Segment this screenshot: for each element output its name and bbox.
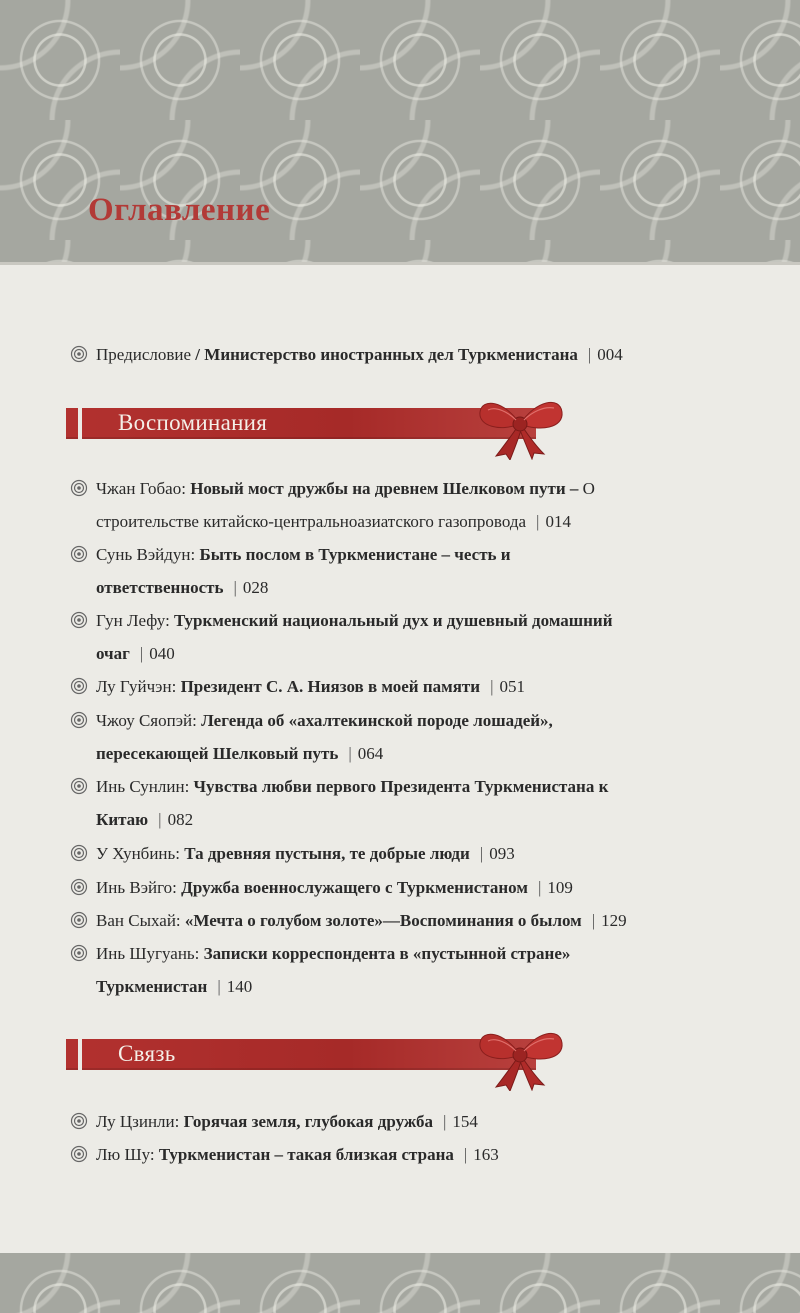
toc-entry[interactable] bbox=[70, 770, 770, 836]
page-number: 109 bbox=[547, 878, 573, 897]
page-separator: | bbox=[587, 345, 592, 364]
entry-author: Сунь Вэйдун: bbox=[96, 545, 196, 564]
page-number: 140 bbox=[226, 977, 253, 996]
page-separator: | bbox=[348, 744, 352, 763]
page-separator: | bbox=[591, 911, 596, 930]
entry-title-line2: Китаю bbox=[96, 810, 149, 829]
page-separator: | bbox=[463, 1145, 468, 1164]
entry-author: Чжан Гобао: bbox=[96, 479, 186, 498]
entry-title-line2: очаг bbox=[96, 644, 130, 663]
page-number: 064 bbox=[357, 744, 384, 763]
ribbon-bow-icon bbox=[474, 390, 566, 460]
entry-author: Лу Гуйчэн: bbox=[96, 677, 177, 696]
page-separator: | bbox=[442, 1112, 447, 1131]
page-number: 028 bbox=[242, 578, 269, 597]
target-bullet-icon bbox=[70, 1145, 88, 1163]
entry-title: Горячая земля, глубокая дружба bbox=[183, 1112, 433, 1131]
target-bullet-icon bbox=[70, 545, 88, 563]
entry-title: «Мечта о голубом золоте»—Воспоминания о былом bbox=[184, 911, 582, 930]
toc-entry[interactable] bbox=[70, 670, 770, 703]
page-separator: | bbox=[139, 644, 144, 663]
toc-entry[interactable] bbox=[70, 937, 770, 1003]
page-title: Оглавление bbox=[88, 192, 271, 228]
page-number: 040 bbox=[149, 644, 175, 663]
entry-author: Предисловие bbox=[96, 345, 192, 364]
target-bullet-icon bbox=[70, 844, 88, 862]
entry-title: Та древняя пустыня, те добрые люди bbox=[184, 844, 470, 863]
page-separator: | bbox=[490, 677, 494, 696]
entry-author: Гун Лефу: bbox=[96, 611, 170, 630]
entry-title: Легенда об «ахалтекинской породе лошадей», bbox=[201, 711, 553, 730]
entry-author: Инь Сунлин: bbox=[96, 777, 190, 796]
entry-title: Туркменский национальный дух и душевный домашний bbox=[174, 611, 613, 630]
entry-title: Туркменистан – такая близкая страна bbox=[158, 1145, 454, 1164]
entry-title-line2: ответственность bbox=[96, 578, 224, 597]
section-banner-memories bbox=[66, 402, 561, 436]
toc-entry[interactable] bbox=[70, 704, 770, 770]
target-bullet-icon bbox=[70, 345, 88, 363]
toc-entry[interactable] bbox=[70, 871, 770, 904]
entry-title-line2: строительстве китайско-центральноазиатского газопровода bbox=[96, 512, 527, 531]
entry-author: Инь Шугуань: bbox=[96, 944, 200, 963]
target-bullet-icon bbox=[70, 479, 88, 497]
entry-title: Новый мост дружбы на древнем Шелковом пути – bbox=[190, 479, 579, 498]
target-bullet-icon bbox=[70, 878, 88, 896]
toc-entry[interactable] bbox=[70, 538, 770, 604]
entry-author: У Хунбинь: bbox=[96, 844, 180, 863]
entry-title: Записки корреспондента в «пустынной стране» bbox=[203, 944, 571, 963]
entry-author: Лу Цзинли: bbox=[96, 1112, 180, 1131]
target-bullet-icon bbox=[70, 1112, 88, 1130]
page-separator: | bbox=[158, 810, 162, 829]
entry-title: Министерство иностранных дел Туркменистана bbox=[204, 345, 578, 364]
page-number: 014 bbox=[545, 512, 571, 531]
target-bullet-icon bbox=[70, 611, 88, 629]
section-banner-connection bbox=[66, 1033, 561, 1067]
toc-entry[interactable] bbox=[70, 1138, 770, 1171]
entry-title-continued: О bbox=[582, 479, 595, 498]
entry-slash: / bbox=[195, 345, 201, 364]
entry-title-line2: пересекающей Шелковый путь bbox=[96, 744, 339, 763]
entry-author: Ван Сыхай: bbox=[96, 911, 181, 930]
page-separator: | bbox=[217, 977, 221, 996]
entry-title: Быть послом в Туркменистане – честь и bbox=[199, 545, 511, 564]
page-number: 154 bbox=[452, 1112, 478, 1131]
page-number: 129 bbox=[601, 911, 627, 930]
page-number: 082 bbox=[167, 810, 194, 829]
page-number: 093 bbox=[489, 844, 515, 863]
section-label: Связь bbox=[118, 1041, 176, 1066]
page-separator: | bbox=[536, 512, 540, 531]
target-bullet-icon bbox=[70, 677, 88, 695]
entry-title: Дружба военнослужащего с Туркменистаном bbox=[181, 878, 528, 897]
toc-entry[interactable] bbox=[70, 472, 770, 538]
target-bullet-icon bbox=[70, 911, 88, 929]
entry-author: Лю Шу: bbox=[96, 1145, 155, 1164]
page-separator: | bbox=[537, 878, 542, 897]
toc-entry[interactable] bbox=[70, 837, 770, 870]
ornament-footer-pattern bbox=[0, 1250, 800, 1313]
entry-title-line2: Туркменистан bbox=[96, 977, 208, 996]
ribbon-bow-icon bbox=[474, 1021, 566, 1091]
entry-title: Президент С. А. Ниязов в моей памяти bbox=[180, 677, 481, 696]
target-bullet-icon bbox=[70, 944, 88, 962]
toc-entry[interactable] bbox=[70, 1105, 770, 1138]
entry-title: Чувства любви первого Президента Туркменистана к bbox=[193, 777, 609, 796]
target-bullet-icon bbox=[70, 777, 88, 795]
page-separator: | bbox=[479, 844, 484, 863]
toc-entry[interactable] bbox=[70, 604, 770, 670]
toc-entry-preface[interactable] bbox=[70, 338, 770, 371]
toc-entry[interactable] bbox=[70, 904, 770, 937]
page-number: 051 bbox=[499, 677, 525, 696]
entry-author: Инь Вэйго: bbox=[96, 878, 177, 897]
section-label: Воспоминания bbox=[118, 410, 268, 435]
page-number: 004 bbox=[597, 345, 623, 364]
page-number: 163 bbox=[473, 1145, 499, 1164]
page-separator: | bbox=[233, 578, 237, 597]
entry-author: Чжоу Сяопэй: bbox=[96, 711, 197, 730]
target-bullet-icon bbox=[70, 711, 88, 729]
